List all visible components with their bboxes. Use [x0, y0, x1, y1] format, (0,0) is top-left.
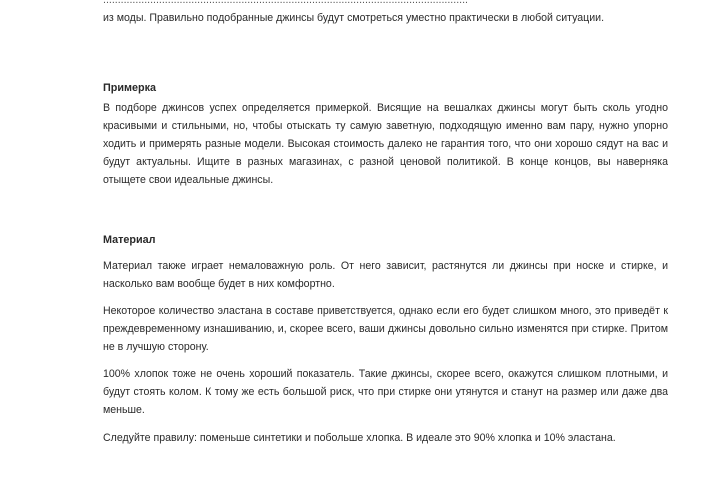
- section-material-p2: [103, 302, 668, 356]
- section-material-p3: [103, 365, 668, 419]
- paragraph: 100% хлопок тоже не очень хороший показатель. Такие джинсы, скорее всего, окажутся слишком плотными, и будут стоять колом. К тому же есть большой риск, что при стирке они утянутся и станут на размер или даже два меньше.: [103, 368, 668, 416]
- paragraph: В подборе джинсов успех определяется примеркой. Висящие на вешалках джинсы могут быть сколь угодно красивыми и стильными, но, чтобы отыскать ту самую заветную, подходящую именно вам пару, нужно упорно ходить и примерять разные модели. Высокая стоимость далеко не гарантия того, что они хорошо сядут на вас и будут актуальны. Ищите в разных магазинах, с разной ценовой политикой. В конце концов, вы наверняка отыщете свои идеальные джинсы.: [103, 102, 668, 186]
- intro-text: из моды. Правильно подобранные джинсы будут смотреться уместно практически в любой ситуации.: [103, 12, 605, 24]
- paragraph: Некоторое количество эластана в составе приветствуется, однако если его будет слишком много, это приведёт к преждевременному изнашиванию, и, скорее всего, ваши джинсы довольно сильно изменятся при стирке. Притом не в лучшую сторону.: [103, 305, 668, 353]
- paragraph: Материал также играет немаловажную роль. От него зависит, растянутся ли джинсы при носке и стирке, и насколько вам вообще будет в них комфортно.: [103, 260, 668, 290]
- section-heading-material: Материал: [103, 234, 156, 246]
- intro-top-line: ............................................................................................................................: [103, 0, 468, 6]
- section-material-p1: [103, 257, 668, 293]
- intro-cut-line: [103, 0, 668, 9]
- intro-paragraph: [103, 9, 668, 27]
- paragraph: Следуйте правилу: поменьше синтетики и побольше хлопка. В идеале это 90% хлопка и 10% эластана.: [103, 432, 616, 444]
- section-material-p4: [103, 429, 668, 447]
- section-fitting-body: [103, 99, 668, 189]
- section-heading-fitting: Примерка: [103, 82, 156, 94]
